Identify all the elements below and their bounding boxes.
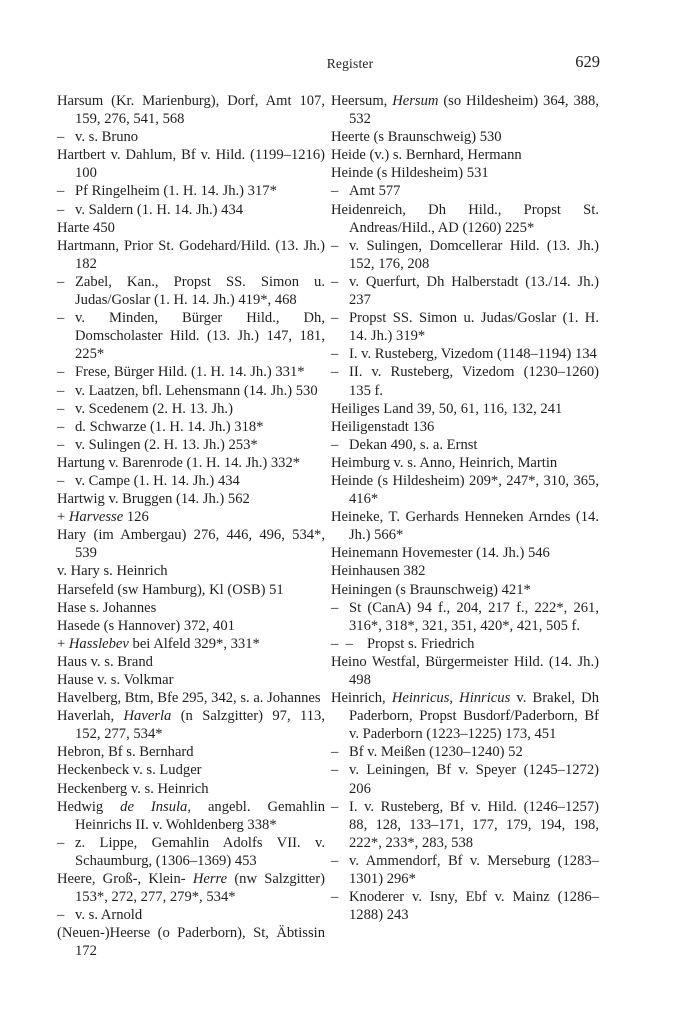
index-entry <box>57 780 325 798</box>
index-entry <box>57 834 325 870</box>
entry-text: v. Campe (1. H. 14. Jh.) 434 <box>75 472 240 489</box>
index-entry <box>331 345 599 363</box>
italic-text: Harvesse <box>68 509 124 526</box>
index-entry <box>57 743 325 761</box>
entry-text: Amt 577 <box>349 183 401 200</box>
entry-text: Heidenreich, Dh Hild., Propst St. Andreas/Hild., AD (1260) 225* <box>331 201 599 236</box>
sub-entry-dash: – <box>331 744 339 761</box>
index-entry <box>57 508 325 526</box>
index-entry <box>331 164 599 182</box>
index-entry <box>331 273 599 309</box>
italic-text: Hersum <box>392 93 439 109</box>
index-entry <box>331 635 599 653</box>
entry-text: Havelberg, Btm, Bfe 295, 342, s. a. Johannes <box>57 690 321 707</box>
index-entry <box>57 906 325 924</box>
entry-text: Harsefeld (sw Hamburg), Kl (OSB) 51 <box>57 581 284 598</box>
index-entry <box>331 852 599 888</box>
index-entry <box>57 382 325 400</box>
sub-sub-entry-dash: – – <box>331 635 353 652</box>
index-entry <box>57 146 325 182</box>
sub-entry-dash: – <box>331 762 339 779</box>
entry-text: v. Saldern (1. H. 14. Jh.) 434 <box>75 201 244 218</box>
entry-text: Pf Ringelheim (1. H. 14. Jh.) 317* <box>75 183 277 200</box>
entry-text: Heinde (s Hildesheim) 209*, 247*, 310, 365, 416* <box>331 472 599 508</box>
sub-entry-dash: – <box>331 183 339 200</box>
sub-entry-dash: – <box>331 346 339 363</box>
entry-text: Hedwig <box>57 798 121 815</box>
index-entry <box>331 562 599 580</box>
index-entry <box>331 436 599 454</box>
sub-entry-dash: – <box>57 400 65 417</box>
sub-entry-dash: – <box>57 129 65 146</box>
index-entry <box>331 508 599 544</box>
index-entry <box>57 870 325 906</box>
entry-text: 126 <box>123 509 149 526</box>
index-entry <box>331 888 599 924</box>
index-entry <box>331 128 599 146</box>
index-entry <box>331 182 599 200</box>
index-entry <box>331 201 599 237</box>
italic-text: Hasslebev <box>68 635 129 652</box>
entry-text: Bf v. Meißen (1230–1240) 52 <box>349 744 523 761</box>
page-header <box>0 52 700 76</box>
entry-text: Heide (v.) s. Bernhard, Hermann <box>331 147 522 164</box>
index-entry <box>331 363 599 399</box>
sub-entry-dash: – <box>57 310 65 327</box>
index-entry <box>57 273 325 309</box>
entry-text: Hartbert v. Dahlum, Bf v. Hild. (1199–1216) 100 <box>57 147 325 182</box>
index-entry <box>57 761 325 779</box>
index-entry <box>57 418 325 436</box>
sub-entry-dash: – <box>331 889 339 906</box>
index-entry <box>57 599 325 617</box>
entry-text: (n Salzgitter) 97, 113, 152, 277, 534* <box>75 708 325 743</box>
entry-text: I. v. Rusteberg, Bf v. Hild. (1246–1257) 88, 128, 133–171, 177, 179, 194, 198, 222*, 233*, 283, 538 <box>349 798 599 851</box>
index-entry <box>57 201 325 219</box>
index-entry <box>331 237 599 273</box>
entry-text: (so Hildesheim) 364, 388, 532 <box>349 93 600 128</box>
entry-text: + <box>57 509 69 526</box>
index-entry <box>57 617 325 635</box>
entry-text: Heckenbeck v. s. Ludger <box>57 762 202 779</box>
entry-text: Hartmann, Prior St. Godehard/Hild. (13. Jh.) 182 <box>57 237 325 272</box>
entry-text: Hartwig v. Bruggen (14. Jh.) 562 <box>57 491 250 508</box>
index-entry <box>331 581 599 599</box>
index-entry <box>57 472 325 490</box>
index-column-right <box>331 92 599 924</box>
entry-text: Haverlah, <box>57 708 124 725</box>
running-title: Register <box>326 56 374 71</box>
sub-entry-dash: – <box>57 436 65 453</box>
index-entry <box>57 363 325 381</box>
index-entry <box>57 400 325 418</box>
entry-text: Haus v. s. Brand <box>57 653 153 670</box>
index-entry <box>331 309 599 345</box>
sub-entry-dash: – <box>331 798 339 815</box>
entry-text: Knoderer v. Isny, Ebf v. Mainz (1286–1288) 243 <box>349 889 599 924</box>
sub-entry-dash: – <box>331 237 339 254</box>
sub-entry-dash: – <box>57 364 65 381</box>
index-entry <box>57 924 325 960</box>
index-entry <box>57 128 325 146</box>
index-column-left <box>57 92 325 961</box>
entry-text: Hartung v. Barenrode (1. H. 14. Jh.) 332* <box>57 454 301 471</box>
page-number: 629 <box>575 52 600 71</box>
sub-entry-dash: – <box>57 907 65 924</box>
index-entry <box>57 454 325 472</box>
entry-text: v. Sulingen, Domcellerar Hild. (13. Jh.) 152, 176, 208 <box>349 237 599 272</box>
index-entry <box>57 92 325 128</box>
index-entry <box>57 490 325 508</box>
index-entry <box>57 219 325 237</box>
entry-text: Harsum (Kr. Marienburg), Dorf, Amt 107, 159, 276, 541, 568 <box>57 93 325 128</box>
sub-entry-dash: – <box>331 436 339 453</box>
entry-text: Heere, Groß-, Klein- <box>57 871 193 888</box>
entry-text: Hause v. s. Volkmar <box>57 672 174 688</box>
entry-text: Heckenberg v. s. Heinrich <box>57 780 209 797</box>
index-entry <box>57 182 325 200</box>
entry-text: v. Brakel, Dh Paderborn, Propst Busdorf/Paderborn, Bf v. Paderborn (1223–1225) 173, 451 <box>349 690 600 743</box>
entry-text: Heineke, T. Gerhards Henneken Arndes (14. Jh.) 566* <box>331 509 599 544</box>
entry-text: z. Lippe, Gemahlin Adolfs VII. v. Schaumburg, (1306–1369) 453 <box>75 834 325 869</box>
index-entry <box>331 92 599 128</box>
index-entry <box>331 599 599 635</box>
entry-text: Heinemann Hovemester (14. Jh.) 546 <box>331 545 550 562</box>
sub-entry-dash: – <box>57 201 65 218</box>
entry-text: Propst SS. Simon u. Judas/Goslar (1. H. 14. Jh.) 319* <box>349 310 599 345</box>
entry-text: Hasede (s Hannover) 372, 401 <box>57 617 235 634</box>
italic-text: Haverla <box>123 708 172 725</box>
entry-text: v. Leiningen, Bf v. Speyer (1245–1272) 206 <box>349 762 599 797</box>
index-entry <box>57 237 325 273</box>
entry-text: v. Minden, Bürger Hild., Dh, Domscholaster Hild. (13. Jh.) 147, 181, 225* <box>75 310 325 363</box>
index-entry <box>57 581 325 599</box>
index-entry <box>57 309 325 363</box>
index-entry <box>57 671 325 689</box>
entry-text: v. Hary s. Heinrich <box>57 563 168 580</box>
entry-text: Heinhausen 382 <box>331 563 426 580</box>
entry-text: Harte 450 <box>57 219 115 236</box>
sub-entry-dash: – <box>331 364 339 381</box>
index-entry <box>57 707 325 743</box>
entry-text: Hary (im Ambergau) 276, 446, 496, 534*, 539 <box>57 527 325 562</box>
entry-text: v. s. Arnold <box>75 907 143 924</box>
index-entry <box>331 146 599 164</box>
index-entry <box>57 653 325 671</box>
sub-entry-dash: – <box>331 599 339 616</box>
index-entry <box>331 798 599 852</box>
sub-entry-dash: – <box>331 273 339 290</box>
entry-text: I. v. Rusteberg, Vizedom (1148–1194) 134 <box>349 346 597 363</box>
entry-text: Heinde (s Hildesheim) 531 <box>331 165 489 182</box>
index-entry <box>331 743 599 761</box>
entry-text: Heiliges Land 39, 50, 61, 116, 132, 241 <box>331 400 563 417</box>
index-entry <box>331 400 599 418</box>
index-entry <box>57 526 325 562</box>
entry-text: v. Ammendorf, Bf v. Merseburg (1283–1301) 296* <box>349 852 599 888</box>
sub-entry-dash: – <box>57 472 65 489</box>
entry-text: , angebl. Gemahlin Heinrichs II. v. Wohldenberg 338* <box>75 798 325 833</box>
index-entry <box>57 689 325 707</box>
entry-text: Heino Westfal, Bürgermeister Hild. (14. Jh.) 498 <box>331 653 599 688</box>
index-entry <box>331 689 599 743</box>
index-entry <box>57 798 325 834</box>
index-entry <box>331 454 599 472</box>
entry-text: St (CanA) 94 f., 204, 217 f., 222*, 261, 316*, 318*, 321, 351, 420*, 421, 505 f. <box>349 599 599 634</box>
index-entry <box>57 436 325 454</box>
index-entry <box>331 653 599 689</box>
entry-text: bei Alfeld 329*, 331* <box>128 635 260 652</box>
entry-text: Heimburg v. s. Anno, Heinrich, Martin <box>331 454 558 471</box>
sub-entry-dash: – <box>57 834 65 851</box>
entry-text: v. Laatzen, bfl. Lehensmann (14. Jh.) 530 <box>75 382 318 399</box>
entry-text: Frese, Bürger Hild. (1. H. 14. Jh.) 331* <box>75 364 305 381</box>
entry-text: (nw Salzgitter) 153*, 272, 277, 279*, 534* <box>75 871 325 906</box>
entry-text: Dekan 490, s. a. Ernst <box>349 436 478 453</box>
index-entry <box>331 544 599 562</box>
index-entry <box>57 562 325 580</box>
entry-text: d. Schwarze (1. H. 14. Jh.) 318* <box>75 418 264 435</box>
sub-entry-dash: – <box>57 418 65 435</box>
entry-text: Heerte (s Braunschweig) 530 <box>331 129 502 146</box>
entry-text: II. v. Rusteberg, Vizedom (1230–1260) 135 f. <box>349 364 599 399</box>
entry-text: Hase s. Johannes <box>57 599 157 616</box>
italic-text: Heinricus, Hinricus <box>391 690 511 707</box>
entry-text: Propst s. Friedrich <box>367 635 475 652</box>
entry-text: Heersum, <box>331 93 393 109</box>
sub-entry-dash: – <box>57 273 65 290</box>
entry-text: Hebron, Bf s. Bernhard <box>57 744 194 761</box>
entry-text: Heinrich, <box>331 690 392 707</box>
index-entry <box>57 635 325 653</box>
entry-text: + <box>57 635 69 652</box>
index-entry <box>331 761 599 797</box>
sub-entry-dash: – <box>331 310 339 327</box>
entry-text: Heiningen (s Braunschweig) 421* <box>331 581 531 598</box>
italic-text: Herre <box>192 871 228 888</box>
sub-entry-dash: – <box>331 852 339 869</box>
entry-text: v. Sulingen (2. H. 13. Jh.) 253* <box>75 436 258 453</box>
entry-text: v. Scedenem (2. H. 13. Jh.) <box>75 400 233 417</box>
entry-text: (Neuen-)Heerse (o Paderborn), St, Äbtissin 172 <box>57 925 325 960</box>
sub-entry-dash: – <box>57 382 65 399</box>
entry-text: Zabel, Kan., Propst SS. Simon u. Judas/Goslar (1. H. 14. Jh.) 419*, 468 <box>75 273 325 309</box>
entry-text: v. s. Bruno <box>75 129 139 146</box>
index-entry <box>331 472 599 508</box>
sub-entry-dash: – <box>57 183 65 200</box>
entry-text: v. Querfurt, Dh Halberstadt (13./14. Jh.) 237 <box>349 273 599 309</box>
entry-text: Heiligenstadt 136 <box>331 418 435 435</box>
italic-text: de Insula <box>120 798 188 815</box>
index-entry <box>331 418 599 436</box>
